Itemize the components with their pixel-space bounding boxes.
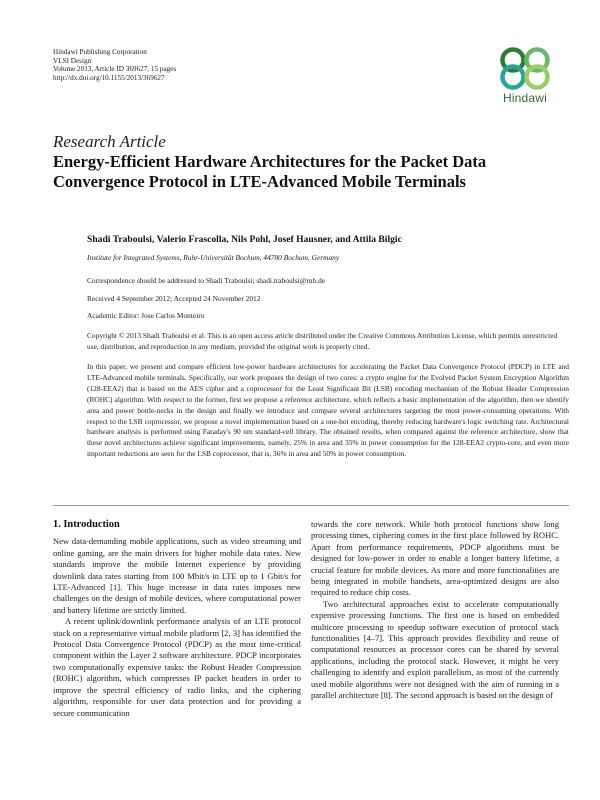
section-heading: 1. Introduction <box>53 519 120 530</box>
author-list: Shadi Traboulsi, Valerio Frascolla, Nils Pohl, Josef Hausner, and Attila Bilgic <box>87 234 402 245</box>
body-paragraph: A recent uplink/downlink performance analysis of an LTE protocol stack on a representative virtual mobile platform [2, 3] has identified the Protocol Data Convergence Protocol (PDCP) as the most time-critical component within the Layer 2 software architecture. PDCP incorporates two computationally expensive tasks: the Robust Header Compression (ROHC) algorithm, which compresses IP packet headers in order to improve the spectral efficiency of radio links, and the ciphering algorithm, responsible for user data protection and for providing a secure communication <box>53 616 301 718</box>
body-column-left <box>53 519 301 719</box>
publisher-name: Hindawi Publishing Corporation <box>53 48 147 56</box>
copyright-notice: Copyright © 2013 Shadi Traboulsi et al. This is an open access article distributed under the Creative Commons Attribution License, which permits unrestricted use, distribution, and reproduction in any medium, provided the original work is properly cited. <box>87 331 558 351</box>
body-paragraph: New data-demanding mobile applications, such as video streaming and online gaming, are the main drivers for higher mobile data rates. New standards improve the mobile Internet experience by providing downlink data rates starting from 100 Mbit/s in LTE up to 1 Gbit/s for LTE-Advanced [1]. This huge increase in data rates imposes new challenges on the design of mobile devices, where computational power and battery lifetime are strictly limited. <box>53 536 301 615</box>
article-title: Energy-Efficient Hardware Architectures for the Packet Data Convergence Protocol in LTE-Advanced Mobile Terminals <box>53 152 487 191</box>
volume-info: Volume 2013, Article ID 369627, 15 pages <box>53 65 177 74</box>
hindawi-logo-icon <box>490 45 560 91</box>
article-type-label: Research Article <box>53 132 166 151</box>
correspondence: Correspondence should be addressed to Shadi Traboulsi; shadi.traboulsi@rub.de <box>87 276 326 285</box>
body-paragraph: Two architectural approaches exist to accelerate computationally expensive processing functions. The first one is based on embedded multicore processing to speedup software execution of protocol stack functionalities [4–7]. This approach provides flexibility and reuse of computational resources as processor cores can be shared by several applications, including the protocol stack. However, it might be very challenging to identify and exploit parallelism, as most of the currently used mobile algorithms were not designed with the aim of running in a parallel architecture [8]. The second approach is based on the design of <box>311 598 559 701</box>
section-divider <box>53 505 569 506</box>
journal-name: VLSI Design <box>53 56 92 65</box>
body-column-right <box>311 519 559 702</box>
hindawi-logo-text: Hindawi <box>502 91 548 105</box>
journal-header <box>53 48 176 82</box>
received-dates: Received 4 September 2012; Accepted 24 November 2012 <box>87 294 261 303</box>
doi-link[interactable]: http://dx.doi.org/10.1155/2013/369627 <box>53 73 165 82</box>
affiliation: Institute for Integrated Systems, Ruhr-Universität Bochum, 44780 Bochum, Germany <box>87 253 340 262</box>
body-paragraph: towards the core network. While both protocol functions show long processing times, ciphering comes in the first place followed by ROHC. Apart from performance requirements, PDCP algorithms must be designed for low-power in order to enable a longer battery lifetime, a crucial feature for mobile devices. As more and more functionalities are being integrated in mobile handsets, area-optimized designs are also required to reduce chip costs. <box>311 519 559 598</box>
abstract-text: In this paper, we present and compare efficient low-power hardware architectures for accelerating the Packet Data Convergence Protocol (PDCP) in LTE and LTE-Advanced mobile terminals. Specifically, our work proposes the design of two cores: a crypto engine for the Evolved Packet System Encryption Algorithm (128-EEA2) that is based on the AES cipher and a coprocessor for the Least Significant Bit (LSB) encoding mechanism of the Robust Header Compression (ROHC) algorithm. With respect to the former, first we propose a reference architecture, which reflects a basic implementation of the algorithm, then we identify area and power bottle-necks in the design and finally we introduce and compare several architectures targeting the most power-consuming operations. With respect to the LSB coprocessor, we propose a novel implementation based on a one-hot encoding, thereby reducing hardware's logic switching rate. Architectural hardware analysis is performed using Faraday's 90 nm standard-cell library. The obtained results, when compared against the reference architecture, show that these novel architectures achieve significant improvements, namely, 25% in area and 35% in power consumption for the 128-EEA2 crypto-core, and even more important reductions are seen for the LSB coprocessor, that is, 36% in area and 50% in power consumption. <box>87 362 569 459</box>
academic-editor: Academic Editor: Jose Carlos Monteiro <box>87 311 205 320</box>
hindawi-logo <box>490 45 560 107</box>
